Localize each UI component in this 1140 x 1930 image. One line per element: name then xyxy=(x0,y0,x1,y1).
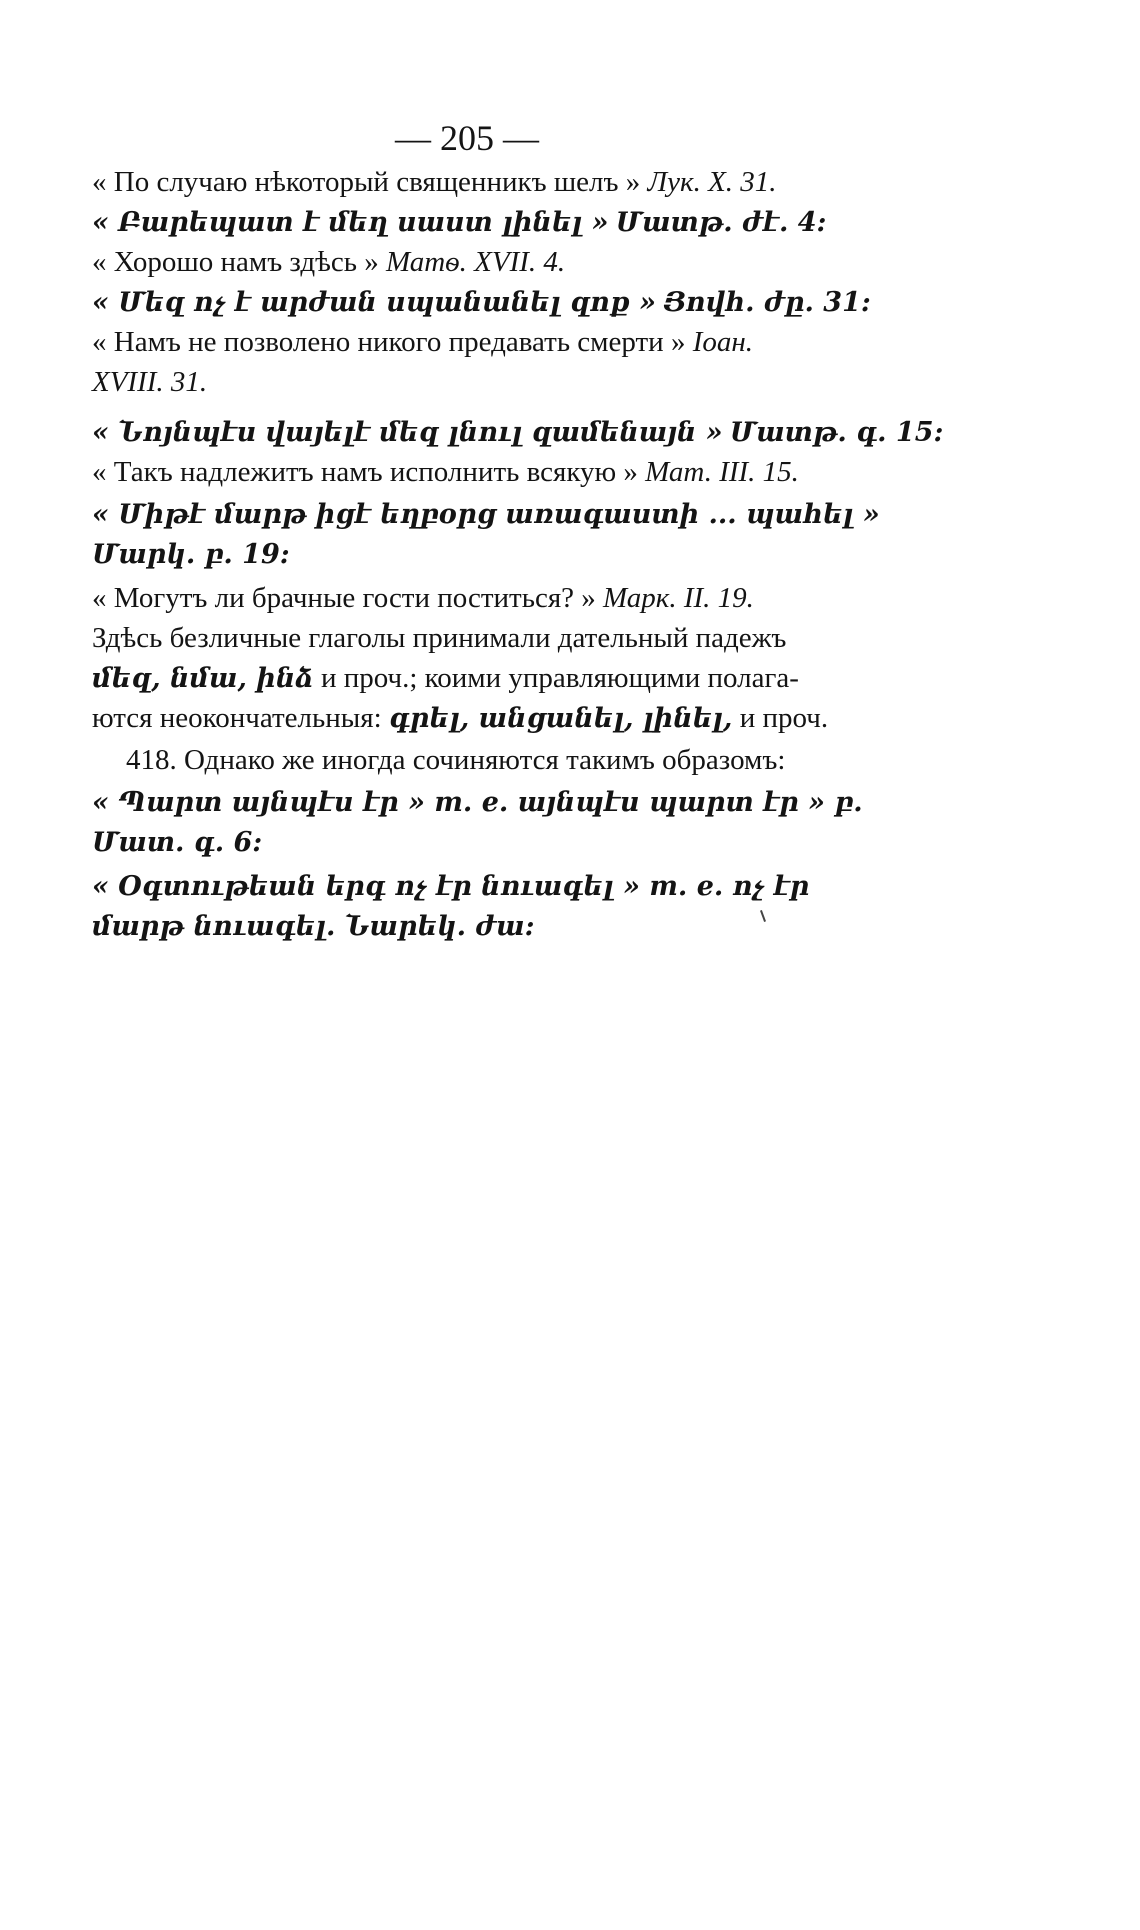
armenian-text: « Մեզ ոչ է արժան սպանանել զոք » xyxy=(92,287,657,318)
russian-text: « Такъ надлежитъ намъ исполнить всякую » xyxy=(92,456,638,488)
example-line-7 xyxy=(92,412,1140,453)
armenian-text: մարթ նուագել. Նարեկ. ժա: xyxy=(92,911,535,942)
russian-text: и проч.; коими управляющими полага- xyxy=(320,662,799,694)
reference: Մատ. գ. 6: xyxy=(92,827,263,858)
armenian-text: « Միթէ մարթ իցէ եղբօրց առագաստի ... պահել » xyxy=(92,499,880,530)
paragraph-418: 418. Однако же иногда сочиняются такимъ образомъ: xyxy=(126,744,786,776)
reference: Մարկ. բ. 19: xyxy=(92,539,290,570)
body-line-13 xyxy=(92,658,1140,699)
example-line-17 xyxy=(92,822,1140,863)
example-line-11 xyxy=(92,578,1140,618)
russian-text: и проч. xyxy=(739,702,829,734)
page-number: — 205 — xyxy=(395,118,539,158)
russian-text: ются неокончательныя: xyxy=(92,702,382,734)
russian-text: « Хорошо намъ здѣсь » xyxy=(92,246,379,278)
reference: XVIII. 31. xyxy=(92,366,208,398)
armenian-text: « Բարեպատ է մեղ սաստ լինել » xyxy=(92,207,609,238)
example-line-16 xyxy=(92,782,1140,823)
russian-text: « Могутъ ли брачные гости поститься? » xyxy=(92,582,596,614)
reference: Մատթ. ժէ. 4: xyxy=(615,207,827,238)
example-line-8 xyxy=(92,452,1140,492)
reference: Марк. II. 19. xyxy=(603,582,754,614)
reference: Матѳ. XVII. 4. xyxy=(385,246,566,278)
reference: Յովհ. ժը. 31: xyxy=(663,287,871,318)
russian-text: « По случаю нѣкоторый священникъ шелъ » xyxy=(92,166,641,198)
reference: Лук. X. 31. xyxy=(647,166,777,198)
example-line-5 xyxy=(92,322,1140,362)
example-line-10 xyxy=(92,534,1140,575)
example-line-3 xyxy=(92,242,1140,282)
armenian-text: « Պարտ այնպէս էր » т. е. այնպէս պարտ էր » բ. xyxy=(92,787,863,818)
reference: Мат. III. 15. xyxy=(645,456,799,488)
example-line-18 xyxy=(92,866,1140,907)
armenian-text: « Նոյնպէս վայելէ մեզ լնուլ զամենայն » xyxy=(92,417,723,448)
russian-text: « Намъ не позволено никого предавать смерти » xyxy=(92,326,686,358)
example-line-4 xyxy=(92,282,1140,323)
reference: Մատթ. գ. 15: xyxy=(729,417,944,448)
example-line-9 xyxy=(92,494,1140,535)
example-line-1 xyxy=(92,162,912,202)
example-line-6 xyxy=(92,362,1140,402)
example-line-2 xyxy=(92,202,1140,243)
armenian-text: մեզ, նմա, ինձ xyxy=(92,663,314,694)
armenian-text: « Օգտութեան երգ ոչ էր նուագել » т. е. ոչ էր xyxy=(92,871,810,902)
armenian-text: գրել, անցանել, լինել, xyxy=(388,703,733,734)
body-line-14 xyxy=(92,698,1140,739)
example-line-19 xyxy=(92,906,1140,947)
reference: Іоан. xyxy=(692,326,753,358)
body-line-12: Здѣсь безличные глаголы принимали дательный падежъ xyxy=(92,622,787,654)
